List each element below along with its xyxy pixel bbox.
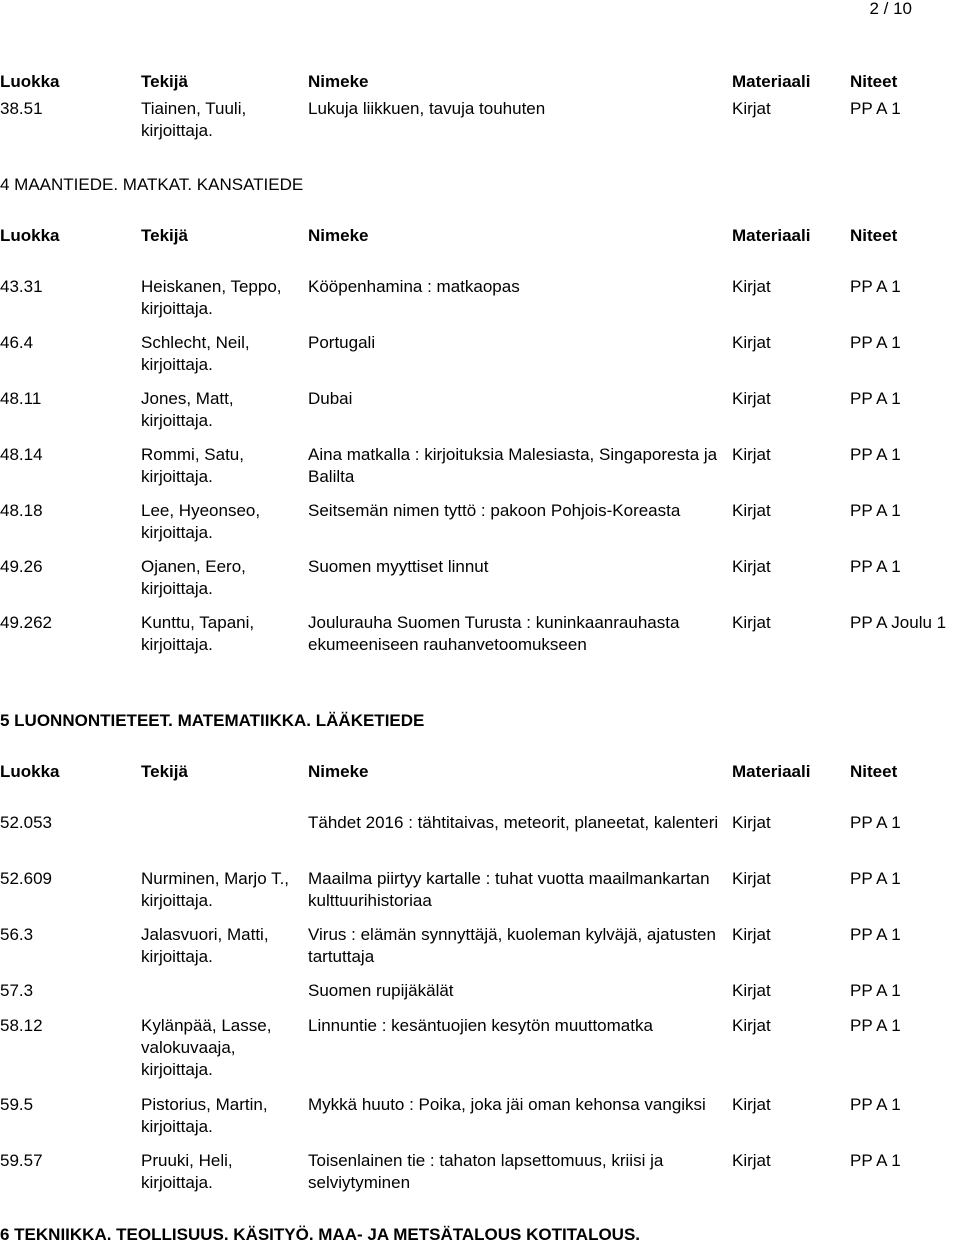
cell-materiaali: Kirjat [732, 925, 771, 944]
cell-tekija: Pruuki, Heli, kirjoittaja. [141, 1151, 233, 1192]
cell-materiaali: Kirjat [732, 445, 771, 464]
cell-tekija: Rommi, Satu, kirjoittaja. [141, 445, 244, 486]
cell-niteet: PP A 1 [850, 99, 901, 118]
cell-niteet: PP A 1 [850, 1151, 901, 1170]
cell-nimeke: Lukuja liikkuen, tavuja touhuten [308, 99, 546, 118]
cell-luokka: 58.12 [0, 1016, 43, 1035]
header-niteet: Niteet [850, 762, 898, 781]
header-materiaali: Materiaali [732, 226, 811, 245]
header-materiaali: Materiaali [732, 72, 811, 91]
cell-materiaali: Kirjat [732, 813, 771, 832]
cell-nimeke: Dubai [308, 389, 353, 408]
cell-luokka: 59.5 [0, 1095, 34, 1114]
cell-materiaali: Kirjat [732, 1151, 771, 1170]
cell-materiaali: Kirjat [732, 501, 771, 520]
cell-luokka: 48.18 [0, 501, 43, 520]
cell-nimeke: Linnuntie : kesäntuojien kesytön muuttomatka [308, 1016, 653, 1035]
cell-niteet: PP A 1 [850, 1095, 901, 1114]
cell-luokka: 49.262 [0, 613, 52, 632]
cell-materiaali: Kirjat [732, 277, 771, 296]
cell-luokka: 57.3 [0, 981, 34, 1000]
cell-tekija: Heiskanen, Teppo, kirjoittaja. [141, 277, 282, 318]
cell-tekija: Pistorius, Martin, kirjoittaja. [141, 1095, 268, 1136]
cell-luokka: 49.26 [0, 557, 43, 576]
header-materiaali: Materiaali [732, 762, 811, 781]
cell-niteet: PP A 1 [850, 277, 901, 296]
cell-tekija: Kylänpää, Lasse, valokuvaaja, kirjoittaja. [141, 1016, 272, 1079]
cell-nimeke: Joulurauha Suomen Turusta : kuninkaanrauhasta ekumeeniseen rauhanvetoomukseen [308, 613, 680, 654]
cell-luokka: 48.14 [0, 445, 43, 464]
cell-materiaali: Kirjat [732, 333, 771, 352]
cell-niteet: PP A 1 [850, 1016, 901, 1035]
cell-luokka: 46.4 [0, 333, 34, 352]
header-luokka: Luokka [0, 762, 60, 781]
cell-niteet: PP A 1 [850, 557, 901, 576]
cell-niteet: PP A 1 [850, 981, 901, 1000]
cell-niteet: PP A 1 [850, 501, 901, 520]
cell-materiaali: Kirjat [732, 1016, 771, 1035]
cell-tekija: Lee, Hyeonseo, kirjoittaja. [141, 501, 261, 542]
cell-materiaali: Kirjat [732, 613, 771, 632]
cell-nimeke: Kööpenhamina : matkaopas [308, 277, 520, 296]
cell-niteet: PP A 1 [850, 925, 901, 944]
cell-materiaali: Kirjat [732, 1095, 771, 1114]
cell-niteet: PP A 1 [850, 813, 901, 832]
cell-tekija: Nurminen, Marjo T., kirjoittaja. [141, 869, 290, 910]
header-nimeke: Nimeke [308, 72, 369, 91]
cell-materiaali: Kirjat [732, 389, 771, 408]
cell-tekija: Kunttu, Tapani, kirjoittaja. [141, 613, 255, 654]
cell-luokka: 52.609 [0, 869, 52, 888]
cell-tekija: Ojanen, Eero, kirjoittaja. [141, 557, 246, 598]
cell-materiaali: Kirjat [732, 99, 771, 118]
cell-nimeke: Portugali [308, 333, 376, 352]
section-heading: 4 MAANTIEDE. MATKAT. KANSATIEDE [0, 175, 304, 194]
cell-tekija: Jalasvuori, Matti, kirjoittaja. [141, 925, 269, 966]
cell-niteet: PP A Joulu 1 [850, 613, 947, 632]
cell-tekija: Schlecht, Neil, kirjoittaja. [141, 333, 250, 374]
cell-niteet: PP A 1 [850, 333, 901, 352]
cell-nimeke: Seitsemän nimen tyttö : pakoon Pohjois-Koreasta [308, 501, 681, 520]
cell-materiaali: Kirjat [732, 981, 771, 1000]
cell-niteet: PP A 1 [850, 445, 901, 464]
cell-luokka: 59.57 [0, 1151, 43, 1170]
cell-luokka: 48.11 [0, 389, 42, 408]
header-niteet: Niteet [850, 226, 898, 245]
cell-nimeke: Maailma piirtyy kartalle : tuhat vuotta maailmankartan kulttuurihistoriaa [308, 869, 710, 910]
section-heading: 5 LUONNONTIETEET. MATEMATIIKKA. LÄÄKETIEDE [0, 711, 425, 730]
cell-tekija: Jones, Matt, kirjoittaja. [141, 389, 234, 430]
cell-nimeke: Suomen rupijäkälät [308, 981, 454, 1000]
section-heading: 6 TEKNIIKKA. TEOLLISUUS. KÄSITYÖ. MAA- JA METSÄTALOUS KOTITALOUS. [0, 1225, 641, 1244]
cell-luokka: 56.3 [0, 925, 34, 944]
header-tekija: Tekijä [141, 226, 188, 245]
page-number: 2 / 10 [869, 0, 912, 18]
header-nimeke: Nimeke [308, 226, 369, 245]
cell-nimeke: Suomen myyttiset linnut [308, 557, 489, 576]
cell-nimeke: Tähdet 2016 : tähtitaivas, meteorit, planeetat, kalenteri [308, 813, 719, 832]
header-luokka: Luokka [0, 226, 60, 245]
cell-niteet: PP A 1 [850, 389, 901, 408]
header-niteet: Niteet [850, 72, 898, 91]
cell-materiaali: Kirjat [732, 557, 771, 576]
cell-materiaali: Kirjat [732, 869, 771, 888]
cell-nimeke: Aina matkalla : kirjoituksia Malesiasta, Singaporesta ja Balilta [308, 445, 718, 486]
header-luokka: Luokka [0, 72, 60, 91]
header-nimeke: Nimeke [308, 762, 369, 781]
cell-luokka: 43.31 [0, 277, 43, 296]
header-tekija: Tekijä [141, 762, 188, 781]
cell-niteet: PP A 1 [850, 869, 901, 888]
cell-nimeke: Toisenlainen tie : tahaton lapsettomuus, kriisi ja selviytyminen [308, 1151, 664, 1192]
header-tekija: Tekijä [141, 72, 188, 91]
cell-luokka: 52.053 [0, 813, 52, 832]
cell-nimeke: Mykkä huuto : Poika, joka jäi oman kehonsa vangiksi [308, 1095, 706, 1114]
cell-tekija: Tiainen, Tuuli, kirjoittaja. [141, 99, 247, 140]
cell-nimeke: Virus : elämän synnyttäjä, kuoleman kylväjä, ajatusten tartuttaja [308, 925, 716, 966]
cell-luokka: 38.51 [0, 99, 43, 118]
